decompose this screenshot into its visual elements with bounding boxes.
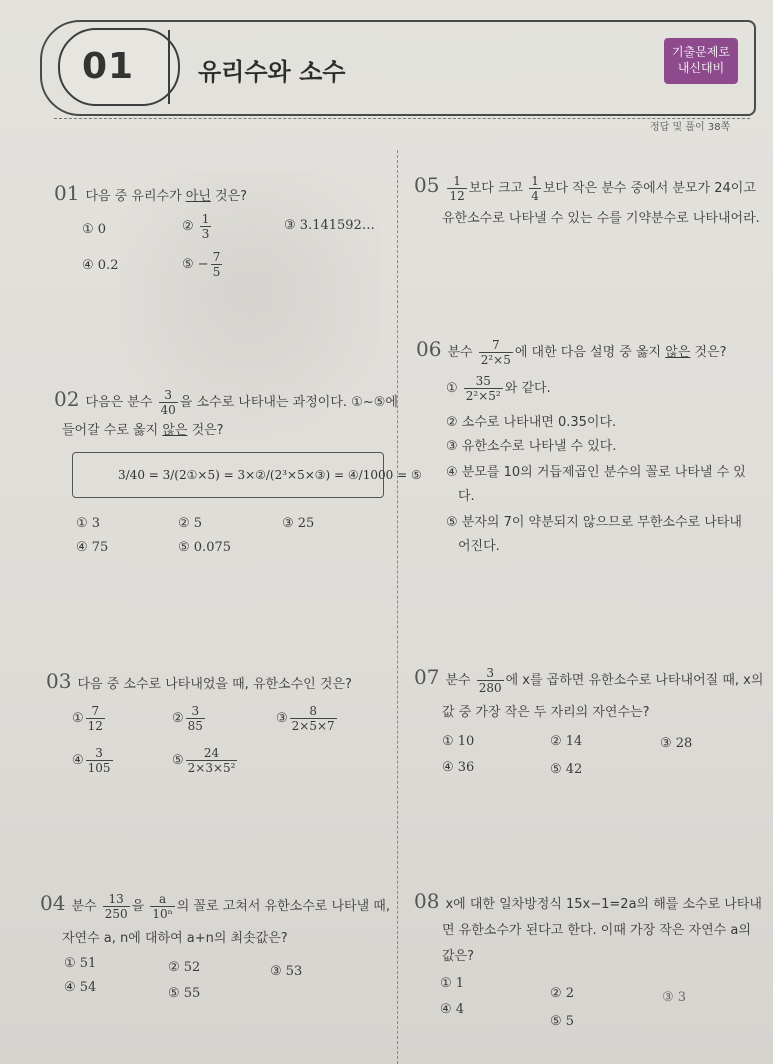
option-2[interactable]: ② 소수로 나타내면 0.35이다. xyxy=(446,415,617,430)
question-08-line3: 값은? xyxy=(442,949,475,964)
question-02 xyxy=(54,386,398,417)
option-marker: ② xyxy=(182,219,198,234)
question-text: 분수 xyxy=(71,899,101,914)
fraction xyxy=(86,746,113,775)
question-text: 분수 xyxy=(445,673,475,688)
numerator: 3 xyxy=(159,388,178,403)
question-number: 08 xyxy=(414,889,440,913)
numerator: 3 xyxy=(86,746,113,761)
denominator: 12 xyxy=(87,719,103,733)
option-2[interactable]: ② 52 xyxy=(168,960,201,975)
question-text: 보다 크고 xyxy=(468,181,528,196)
section-title: 유리수와 소수 xyxy=(198,58,346,86)
question-text: 을 xyxy=(131,899,149,914)
numerator: 13 xyxy=(103,892,130,907)
fraction xyxy=(479,338,513,367)
exam-prep-badge xyxy=(664,38,738,84)
fraction xyxy=(211,250,223,279)
option-1[interactable]: ① 0 xyxy=(82,222,107,237)
denominator: 250 xyxy=(104,907,128,921)
option-5[interactable]: ⑤ 분자의 7이 약분되지 않으므로 무한소수로 나타내 xyxy=(446,515,742,530)
fraction xyxy=(159,388,178,417)
numerator: 7 xyxy=(86,704,105,719)
option-3[interactable]: ③ 3.141592… xyxy=(284,218,375,233)
fraction xyxy=(86,704,105,733)
option-1[interactable]: ① $\frac{35}{\text{2²×5²}}$ 와 같다. xyxy=(446,374,551,403)
numerator: 7 xyxy=(479,338,513,353)
fraction xyxy=(447,174,466,203)
question-number: 02 xyxy=(54,387,80,411)
option-1[interactable] xyxy=(72,704,107,733)
badge-line-1: 기출문제로 xyxy=(672,45,730,59)
section-number: 01 xyxy=(82,46,135,87)
option-4[interactable]: ④ 0.2 xyxy=(82,258,119,273)
option-3[interactable] xyxy=(276,704,339,733)
option-2[interactable] xyxy=(172,704,207,733)
option-5[interactable]: ⑤ 0.075 xyxy=(178,540,232,555)
denominator: 280 xyxy=(478,681,502,695)
question-text: 다음은 분수 xyxy=(85,395,157,410)
option-5[interactable]: ⑤ 42 xyxy=(550,762,583,777)
denominator: 10ⁿ xyxy=(152,907,173,921)
option-1[interactable]: ① 3 xyxy=(76,516,101,531)
header-dashed-rule xyxy=(54,118,750,119)
option-marker: ② xyxy=(172,711,184,726)
question-text: 들어갈 수로 옳지 xyxy=(62,423,163,438)
badge-line-2: 내신대비 xyxy=(677,61,725,75)
question-text: 에 x를 곱하면 유한소수로 나타내어질 때, x의 xyxy=(505,673,764,688)
process-equation: 3/40 = 3/(2①×5) = 3×②/(2³×5×③) = ④/1000 = ⑤ xyxy=(118,468,422,482)
numerator: a xyxy=(150,892,174,907)
question-number: 05 xyxy=(414,173,440,197)
question-text: 에 대한 다음 설명 중 옳지 xyxy=(514,345,666,360)
column-divider xyxy=(397,150,398,1064)
option-2[interactable] xyxy=(182,212,213,241)
fraction xyxy=(103,892,130,921)
option-3[interactable]: ③ 유한소수로 나타낼 수 있다. xyxy=(446,439,617,454)
question-text: 다음 중 유리수가 xyxy=(85,189,186,204)
underlined-word: 않은 xyxy=(162,423,188,438)
denominator: 12 xyxy=(449,189,465,203)
question-text: 보다 작은 분수 중에서 분모가 24이고 xyxy=(542,181,756,196)
question-08-line2: 면 유한소수가 된다고 한다. 이때 가장 작은 자연수 a의 xyxy=(442,923,751,938)
denominator: 85 xyxy=(187,719,203,733)
question-02-line2 xyxy=(62,418,224,444)
option-5[interactable] xyxy=(182,250,224,279)
fraction xyxy=(200,212,212,241)
fraction xyxy=(464,374,503,403)
option-marker: ⑤ xyxy=(172,753,184,768)
option-text: 와 같다. xyxy=(504,381,551,396)
numerator: 3 xyxy=(186,704,205,719)
question-number: 07 xyxy=(414,665,440,689)
option-3[interactable]: ③ 28 xyxy=(660,736,693,751)
numerator: 24 xyxy=(186,746,238,761)
option-marker: ① xyxy=(72,711,84,726)
option-4-cont: 다. xyxy=(458,489,475,504)
denominator: 2×3×5² xyxy=(187,761,236,775)
option-2[interactable]: ② 5 xyxy=(178,516,203,531)
question-07 xyxy=(414,664,763,695)
denominator: 4 xyxy=(531,189,539,203)
option-1[interactable]: ① 51 xyxy=(64,956,97,971)
question-04-line2: 자연수 a, n에 대하여 a+n의 최솟값은? xyxy=(62,931,288,946)
option-4[interactable]: ④ 75 xyxy=(76,540,109,555)
option-4[interactable]: ④ 4 xyxy=(440,1002,465,1017)
option-1[interactable]: ① 1 xyxy=(440,976,465,991)
denominator: 2²×5 xyxy=(480,353,511,367)
option-5[interactable]: ⑤ 5 xyxy=(550,1014,575,1029)
denominator: 105 xyxy=(87,761,111,775)
question-text: 것은? xyxy=(210,189,248,204)
option-marker: ③ xyxy=(276,711,288,726)
option-marker: ⑤ − xyxy=(182,257,209,272)
underlined-word: 아닌 xyxy=(185,189,211,204)
denominator: 5 xyxy=(212,265,221,279)
answer-reference: 정답 및 풀이 38쪽 xyxy=(650,122,731,133)
question-01 xyxy=(54,180,247,210)
question-07-line2: 값 중 가장 작은 두 자리의 자연수는? xyxy=(442,705,650,720)
numerator: 35 xyxy=(464,374,503,389)
question-05 xyxy=(414,172,756,203)
numerator: 1 xyxy=(447,174,466,189)
fraction xyxy=(186,746,238,775)
numerator: 8 xyxy=(290,704,337,719)
numerator: 7 xyxy=(212,250,221,264)
numerator: 1 xyxy=(531,174,539,188)
question-text: 분수 xyxy=(447,345,477,360)
question-text: 것은? xyxy=(187,423,224,438)
question-number: 04 xyxy=(40,891,66,915)
fraction xyxy=(290,704,337,733)
option-2[interactable]: ② 2 xyxy=(550,986,575,1001)
option-3[interactable]: ③ 53 xyxy=(270,964,303,979)
denominator: 40 xyxy=(160,403,176,417)
question-number: 01 xyxy=(54,181,80,205)
denominator: 2×5×7 xyxy=(291,719,335,733)
option-4[interactable]: ④ 분모를 10의 거듭제곱인 분수의 꼴로 나타낼 수 있 xyxy=(446,465,746,480)
question-text: 것은? xyxy=(690,345,727,360)
denominator: 3 xyxy=(201,227,210,241)
numerator: 1 xyxy=(201,212,210,226)
fraction xyxy=(150,892,174,921)
question-06 xyxy=(416,336,727,367)
fraction xyxy=(186,704,205,733)
option-4[interactable]: ④ 54 xyxy=(64,980,97,995)
option-4[interactable] xyxy=(72,746,115,775)
question-text: 의 꼴로 고쳐서 유한소수로 나타낼 때, xyxy=(176,899,390,914)
option-marker: ④ xyxy=(72,753,84,768)
question-08 xyxy=(414,888,762,918)
question-number: 06 xyxy=(416,337,442,361)
option-3[interactable]: ③ 3 xyxy=(662,990,687,1005)
numerator: 3 xyxy=(477,666,504,681)
question-text: x에 대한 일차방정식 15x−1=2a의 해를 소수로 나타내 xyxy=(445,897,762,912)
option-5-cont: 어진다. xyxy=(458,539,500,554)
fraction xyxy=(529,174,541,203)
option-1[interactable]: ① 10 xyxy=(442,734,475,749)
question-text: 다음 중 소수로 나타내었을 때, 유한소수인 것은? xyxy=(77,677,352,692)
denominator: 2²×5² xyxy=(465,389,501,403)
question-05-line2: 유한소수로 나타낼 수 있는 수를 기약분수로 나타내어라. xyxy=(442,211,760,226)
option-4[interactable]: ④ 36 xyxy=(442,760,475,775)
question-number: 03 xyxy=(46,669,72,693)
option-5[interactable] xyxy=(172,746,239,775)
question-03 xyxy=(46,668,352,698)
question-04 xyxy=(40,890,390,921)
option-2[interactable]: ② 14 xyxy=(550,734,583,749)
option-5[interactable]: ⑤ 55 xyxy=(168,986,201,1001)
option-3[interactable]: ③ 25 xyxy=(282,516,315,531)
fraction xyxy=(477,666,504,695)
underlined-word: 않은 xyxy=(665,345,691,360)
question-text: 을 소수로 나타내는 과정이다. ①~⑤에 xyxy=(179,395,398,410)
